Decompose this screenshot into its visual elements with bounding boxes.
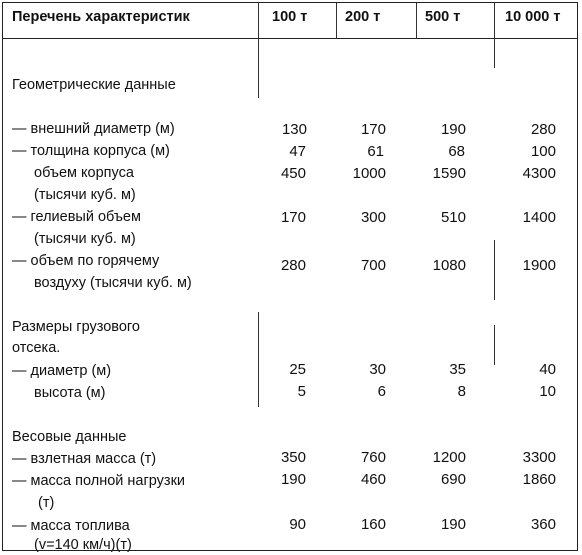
cell-value: 10 xyxy=(539,383,556,400)
row-label: — взлетная масса (т) xyxy=(12,451,157,467)
cell-value: 160 xyxy=(360,516,386,533)
cell-value: 5 xyxy=(297,383,306,400)
cell-value: 170 xyxy=(360,121,386,138)
row-label: объем корпуса xyxy=(34,165,134,181)
header-col-500: 500 т xyxy=(425,9,461,25)
header-col-10000: 10 000 т xyxy=(505,9,561,25)
cell-value: 47 xyxy=(289,143,306,160)
row-label: — объем по горячему xyxy=(12,253,160,269)
section-title: Весовые данные xyxy=(12,429,127,445)
header-col-200: 200 т xyxy=(345,9,381,25)
cell-value: 3300 xyxy=(522,449,556,466)
cell-value: 68 xyxy=(448,143,465,160)
row-label: — толщина корпуса (м) xyxy=(12,143,170,159)
cell-value: 100 xyxy=(530,143,556,160)
row-label-cont: (тысячи куб. м) xyxy=(34,231,136,247)
row-label-cont: воздуху (тысячи куб. м) xyxy=(34,275,192,291)
cell-value: 360 xyxy=(530,516,556,533)
column-divider xyxy=(336,3,337,38)
cell-value: 190 xyxy=(280,471,306,488)
cell-value: 61 xyxy=(367,143,384,160)
row-label: — диаметр (м) xyxy=(12,363,112,379)
row-label-cont: (тысячи куб. м) xyxy=(34,187,136,203)
cell-value: 1860 xyxy=(522,471,556,488)
row-label: — масса топлива xyxy=(12,518,130,534)
cell-value: 35 xyxy=(449,361,466,378)
cell-value: 6 xyxy=(377,383,386,400)
cell-value: 280 xyxy=(280,257,306,274)
cell-value: 1200 xyxy=(432,449,466,466)
cell-value: 130 xyxy=(281,121,307,138)
cell-value: 700 xyxy=(360,257,386,274)
column-divider xyxy=(494,3,495,68)
cell-value: 90 xyxy=(289,516,306,533)
cell-value: 1590 xyxy=(432,165,466,182)
cell-value: 1080 xyxy=(432,257,466,274)
cell-value: 760 xyxy=(360,449,386,466)
row-label: — внешний диаметр (м) xyxy=(12,121,175,137)
column-divider xyxy=(258,3,259,98)
cell-value: 40 xyxy=(539,361,556,378)
cell-value: 460 xyxy=(360,471,386,488)
cell-value: 190 xyxy=(440,516,466,533)
row-label: высота (м) xyxy=(34,385,106,401)
cell-value: 280 xyxy=(530,121,556,138)
header-label: Перечень характеристик xyxy=(12,9,190,25)
row-label: — гелиевый объем xyxy=(12,209,141,225)
cell-value: 170 xyxy=(280,209,306,226)
row-label-cont: (т) xyxy=(38,495,55,511)
column-divider xyxy=(494,325,495,365)
cell-value: 8 xyxy=(457,383,466,400)
section-title: Размеры грузового xyxy=(12,319,140,335)
column-divider xyxy=(494,240,495,300)
section-title: Геометрические данные xyxy=(12,77,176,93)
column-divider xyxy=(416,3,417,38)
cell-value: 30 xyxy=(369,361,386,378)
cell-value: 1900 xyxy=(522,257,556,274)
row-label-cont: (v=140 км/ч)(т) xyxy=(34,537,132,553)
row-label: — масса полной нагрузки xyxy=(12,473,186,489)
cell-value: 190 xyxy=(440,121,466,138)
column-divider xyxy=(258,312,259,407)
header-col-100: 100 т xyxy=(272,9,308,25)
cell-value: 1400 xyxy=(522,209,556,226)
header-divider xyxy=(3,38,578,39)
cell-value: 450 xyxy=(280,165,306,182)
cell-value: 690 xyxy=(440,471,466,488)
cell-value: 300 xyxy=(360,209,386,226)
cell-value: 4300 xyxy=(522,165,556,182)
cell-value: 510 xyxy=(440,209,466,226)
cell-value: 350 xyxy=(280,449,306,466)
section-title-cont: отсека. xyxy=(12,340,61,356)
cell-value: 1000 xyxy=(352,165,386,182)
cell-value: 25 xyxy=(289,361,306,378)
